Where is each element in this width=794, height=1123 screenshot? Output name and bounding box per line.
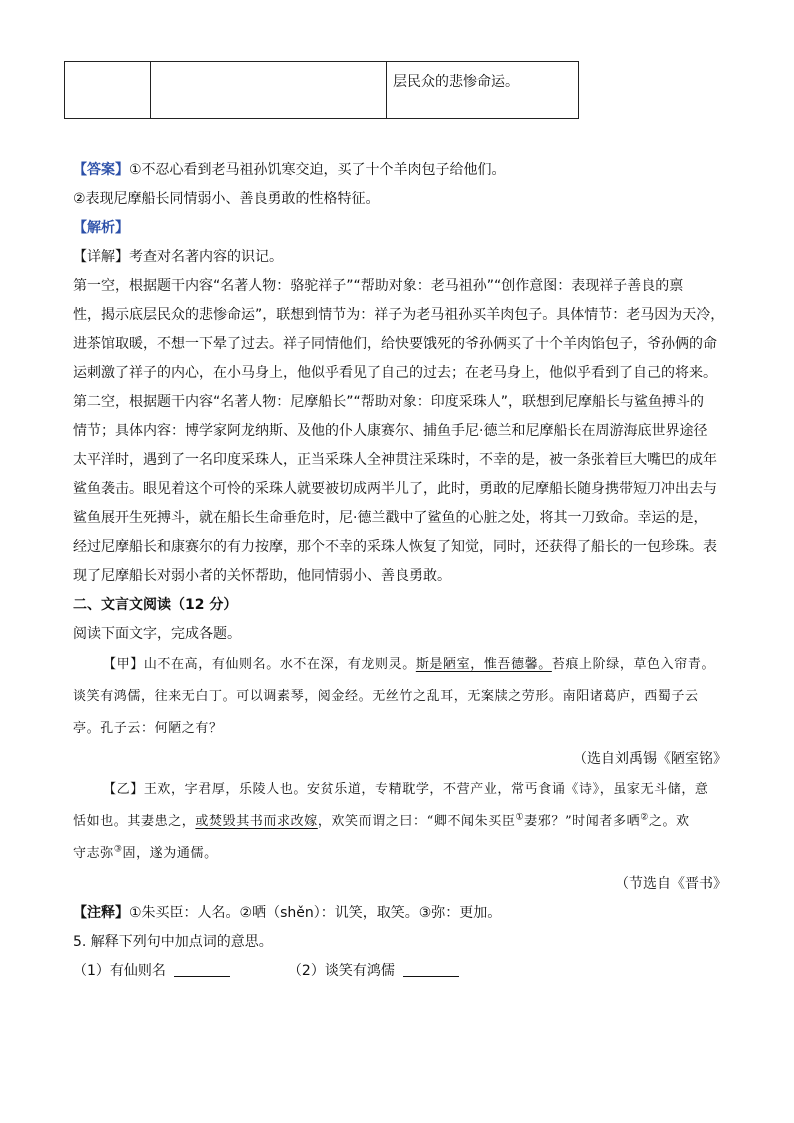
detail-line: 第一空，根据题干内容“名著人物：骆驼祥子”“帮助对象：老马祖孙”“创作意图：表现祥子善良的禀 — [73, 278, 684, 294]
detail-line: 性，揭示底层民众的悲惨命运”，联想到情节为：祥子为老马祖孙买羊肉包子。具体情节：老马因为天冷， — [73, 307, 725, 323]
passage-yi-line-3 — [73, 838, 733, 870]
table-cell — [65, 62, 151, 119]
passage-text: 之。欢 — [648, 814, 690, 829]
answer-line-2: ②表现尼摩船长同情弱小、善良勇敢的性格特征。 — [73, 191, 380, 207]
passage-text: 山不在高，有仙则名。水不在深，有龙则灵。 — [143, 657, 416, 672]
passage-text: 恬如也。其妻患之， — [73, 814, 196, 829]
footnote-marker: ① — [515, 812, 525, 823]
passage-text: 守志弥 — [73, 846, 114, 861]
answer-tag: 【答案】 — [73, 162, 129, 178]
notes-line — [73, 899, 733, 928]
passage-text: ，欢笑而谓之曰：“卿不闻朱买臣 — [317, 814, 516, 829]
detail-line: 鲨鱼袭击。眼见着这个可怜的采珠人就要被切成两半儿了，此时，勇敢的尼摩船长随身携带短刀冲出去与 — [73, 481, 717, 497]
passage-text: 苔痕上阶绿，草色入帘青。 — [551, 657, 716, 672]
analysis-line — [73, 214, 733, 243]
detail-line: 第二空，根据题干内容“名著人物：尼摩船长”“帮助对象：印度采珠人”，联想到尼摩船长与鲨鱼搏斗的 — [73, 394, 705, 410]
passage-jia-source: （选自刘禹锡《陋室铭》 — [573, 751, 727, 767]
detail-intro: 考查对名著内容的识记。 — [129, 249, 283, 265]
detail-line: 太平洋时，遇到了一名印度采珠人，正当采珠人全神贯注采珠时，不幸的是，被一条张着巨大嘴巴的成年 — [73, 452, 717, 468]
notes-text: ①朱买臣：人名。②哂（shěn）：讥笑，取笑。③弥：更加。 — [129, 905, 502, 921]
analysis-tag: 【解析】 — [73, 220, 129, 236]
detail-line: 情节；具体内容：博学家阿龙纳斯、及他的仆人康赛尔、捕鱼手尼·德兰和尼摩船长在周游海底世界途径 — [73, 423, 708, 439]
detail-line: 鲨鱼展开生死搏斗，就在船长生命垂危时，尼·德兰戳中了鲨鱼的心脏之处，将其一刀致命。幸运的是， — [73, 510, 708, 526]
passage-yi-line-1 — [73, 774, 733, 806]
section-instruction: 阅读下面文字，完成各题。 — [73, 626, 241, 642]
passage-text: 王欢，字君厚，乐陵人也。安贫乐道，专精耽学，不营产业，常丐食诵《诗》，虽家无斗储，意 — [143, 782, 709, 797]
question-items — [73, 957, 733, 986]
underlined-sentence: 斯是陋室，惟吾德馨。 — [415, 657, 552, 672]
passage-text: 妻邪？”时闻者多哂 — [524, 814, 641, 829]
underlined-sentence: 或焚毁其书而求改嫁 — [195, 814, 318, 829]
answer-line-1 — [73, 156, 733, 185]
detail-line: 进茶馆取暖，不想一下晕了过去。祥子同情他们，给快要饿死的爷孙俩买了十个羊肉馅包子，爷孙俩的命 — [73, 336, 717, 352]
detail-line: 经过尼摩船长和康赛尔的有力按摩，那个不幸的采珠人恢复了知觉，同时，还获得了船长的一包珍珠。表 — [73, 539, 717, 555]
continuation-table — [64, 61, 579, 119]
question-item-1: （1）有仙则名 — [73, 963, 166, 979]
detail-tag: 【详解】 — [73, 249, 129, 265]
passage-text: 固，遂为通儒。 — [122, 846, 218, 861]
passage-jia-line-2: 谈笑有鸿儒，往来无白丁。可以调素琴，阅金经。无丝竹之乱耳，无案牍之劳形。南阳诸葛庐，西蜀子云 — [73, 689, 699, 704]
detail-line: 现了尼摩船长对弱小者的关怀帮助，他同情弱小、善良勇敢。 — [73, 568, 451, 584]
footnote-marker: ③ — [113, 844, 123, 855]
question-item-2: （2）谈笑有鸿儒 — [287, 963, 395, 979]
passage-yi-source: （节选自《晋书》 — [615, 876, 727, 892]
document-body — [73, 156, 733, 986]
table-cell — [151, 62, 387, 119]
detail-line-intro — [73, 243, 733, 272]
answer-blank-2[interactable] — [403, 962, 459, 977]
passage-jia-line-1 — [73, 649, 733, 681]
passage-yi-line-2 — [73, 806, 733, 838]
answer-text-1: ①不忍心看到老马祖孙饥寒交迫，买了十个羊肉包子给他们。 — [129, 162, 506, 178]
question-stem: 5. 解释下列句中加点词的意思。 — [73, 934, 273, 950]
passage-jia-line-3: 亭。孔子云：何陋之有？ — [73, 721, 223, 736]
footnote-marker: ② — [640, 812, 649, 823]
passage-yi-tag: 【乙】 — [103, 782, 144, 797]
passage-jia-tag: 【甲】 — [103, 657, 144, 672]
section-heading: 二、文言文阅读（12 分） — [73, 597, 238, 613]
table-cell: 层民众的悲惨命运。 — [387, 62, 579, 119]
answer-blank-1[interactable] — [174, 962, 230, 977]
table-row — [65, 62, 579, 119]
detail-line: 运刺激了祥子的内心，在小马身上，他似乎看见了自己的过去；在老马身上，他似乎看到了自己的将来。 — [73, 365, 717, 381]
notes-tag: 【注释】 — [73, 905, 129, 921]
